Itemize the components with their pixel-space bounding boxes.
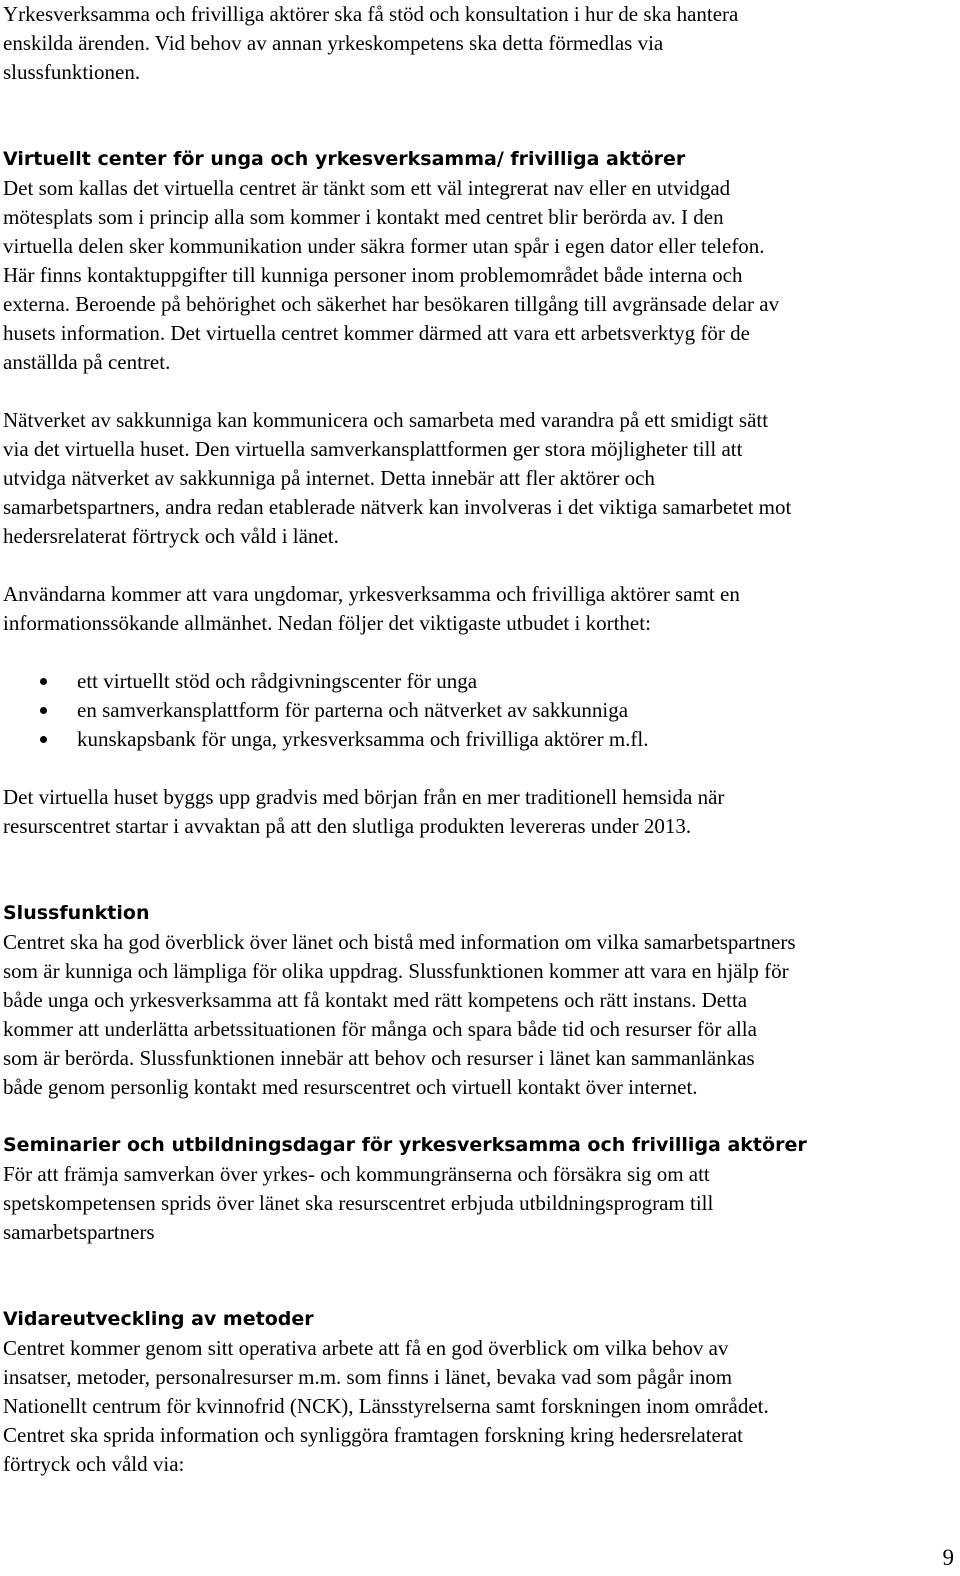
offer-bullet-list	[3, 667, 953, 754]
list-item-text: ett virtuellt stöd och rådgivningscenter för unga	[77, 669, 478, 693]
spacer	[3, 1102, 953, 1131]
list-item	[3, 725, 953, 754]
spacer	[3, 754, 953, 783]
text-line: Det virtuella huset byggs upp gradvis med början från en mer traditionell hemsida när	[3, 785, 725, 809]
page-number: 9	[942, 1545, 954, 1570]
list-item	[3, 696, 953, 725]
seminars-paragraph	[3, 1160, 953, 1247]
virtual-center-closing-paragraph	[3, 783, 953, 841]
bullet-icon	[40, 678, 47, 685]
sluss-paragraph	[3, 928, 953, 1102]
text-line: informationssökande allmänhet. Nedan följer det viktigaste utbudet i korthet:	[3, 611, 651, 635]
spacer	[3, 1247, 953, 1276]
spacer	[3, 638, 953, 667]
text-line: samarbetspartners	[3, 1220, 155, 1244]
text-line: Användarna kommer att vara ungdomar, yrkesverksamma och frivilliga aktörer samt en	[3, 582, 740, 606]
text-line: som är berörda. Slussfunktionen innebär att behov och resurser i länet kan sammanlänkas	[3, 1046, 755, 1070]
text-line: via det virtuella huset. Den virtuella samverkansplattformen ger stora möjligheter till att	[3, 437, 743, 461]
section-heading-virtual-center: Virtuellt center för unga och yrkesverksamma/ frivilliga aktörer	[3, 148, 686, 170]
text-line: spetskompetensen sprids över länet ska resurscentret erbjuda utbildningsprogram till	[3, 1191, 714, 1215]
spacer	[3, 377, 953, 406]
text-line: kommer att underlätta arbetssituationen för många och spara både tid och resurser för alla	[3, 1017, 757, 1041]
text-line: mötesplats som i princip alla som kommer i kontakt med centret blir berörda av. I den	[3, 205, 724, 229]
intro-paragraph	[3, 0, 953, 87]
text-line: anställda på centret.	[3, 350, 171, 374]
text-line: hedersrelaterat förtryck och våld i länet.	[3, 524, 339, 548]
text-line: Nätverket av sakkunniga kan kommunicera och samarbeta med varandra på ett smidigt sätt	[3, 408, 769, 432]
text-line: Yrkesverksamma och frivilliga aktörer ska få stöd och konsultation i hur de ska hantera	[3, 2, 739, 26]
spacer	[3, 116, 953, 145]
text-line: slussfunktionen.	[3, 60, 141, 84]
list-item-text: kunskapsbank för unga, yrkesverksamma och frivilliga aktörer m.fl.	[77, 727, 649, 751]
text-line: som är kunniga och lämpliga för olika uppdrag. Slussfunktionen kommer att vara en hjälp för	[3, 959, 789, 983]
text-line: Här finns kontaktuppgifter till kunniga personer inom problemområdet både interna och	[3, 263, 743, 287]
text-line: virtuella delen sker kommunikation under säkra former utan spår i egen dator eller telefon.	[3, 234, 765, 258]
text-line: både genom personlig kontakt med resurscentret och virtuell kontakt över internet.	[3, 1075, 698, 1099]
text-line: resurscentret startar i avvaktan på att den slutliga produkten levereras under 2013.	[3, 814, 692, 838]
text-line: Centret ska ha god överblick över länet och bistå med information om vilka samarbetspartners	[3, 930, 796, 954]
section-heading-sluss: Slussfunktion	[3, 902, 150, 924]
text-line: Det som kallas det virtuella centret är tänkt som ett väl integrerat nav eller en utvidgad	[3, 176, 731, 200]
text-line: externa. Beroende på behörighet och säkerhet har besökaren tillgång till avgränsade delar av	[3, 292, 780, 316]
text-line: Nationellt centrum för kvinnofrid (NCK), Länsstyrelserna samt forskningen inom området.	[3, 1394, 769, 1418]
text-line: utvidga nätverket av sakkunniga på internet. Detta innebär att fler aktörer och	[3, 466, 655, 490]
text-line: Centret kommer genom sitt operativa arbete att få en god överblick om vilka behov av	[3, 1336, 729, 1360]
text-line: samarbetspartners, andra redan etablerade nätverk kan involveras i det viktiga samarbetet mot	[3, 495, 792, 519]
text-line: enskilda ärenden. Vid behov av annan yrkeskompetens ska detta förmedlas via	[3, 31, 664, 55]
spacer	[3, 551, 953, 580]
text-line: insatser, metoder, personalresurser m.m. som finns i länet, bevaka vad som pågår inom	[3, 1365, 733, 1389]
text-line: Centret ska sprida information och synliggöra framtagen forskning kring hedersrelaterat	[3, 1423, 744, 1447]
list-item-text: en samverkansplattform för parterna och nätverket av sakkunniga	[77, 698, 629, 722]
section-heading-seminars: Seminarier och utbildningsdagar för yrkesverksamma och frivilliga aktörer	[3, 1134, 807, 1156]
list-item	[3, 667, 953, 696]
document-page	[3, 0, 953, 1479]
spacer	[3, 841, 953, 870]
text-line: både unga och yrkesverksamma att få kontakt med rätt kompetens och rätt instans. Detta	[3, 988, 748, 1012]
virtual-center-paragraph	[3, 406, 953, 551]
section-heading-methods: Vidareutveckling av metoder	[3, 1308, 314, 1330]
virtual-center-paragraph	[3, 580, 953, 638]
virtual-center-paragraph	[3, 174, 953, 377]
text-line: förtryck och våld via:	[3, 1452, 185, 1476]
bullet-icon	[40, 707, 47, 714]
methods-paragraph	[3, 1334, 953, 1479]
bullet-icon	[40, 736, 47, 743]
text-line: husets information. Det virtuella centret kommer därmed att vara ett arbetsverktyg för de	[3, 321, 750, 345]
text-line: För att främja samverkan över yrkes- och kommungränserna och försäkra sig om att	[3, 1162, 710, 1186]
spacer	[3, 87, 953, 116]
spacer	[3, 870, 953, 899]
spacer	[3, 1276, 953, 1305]
